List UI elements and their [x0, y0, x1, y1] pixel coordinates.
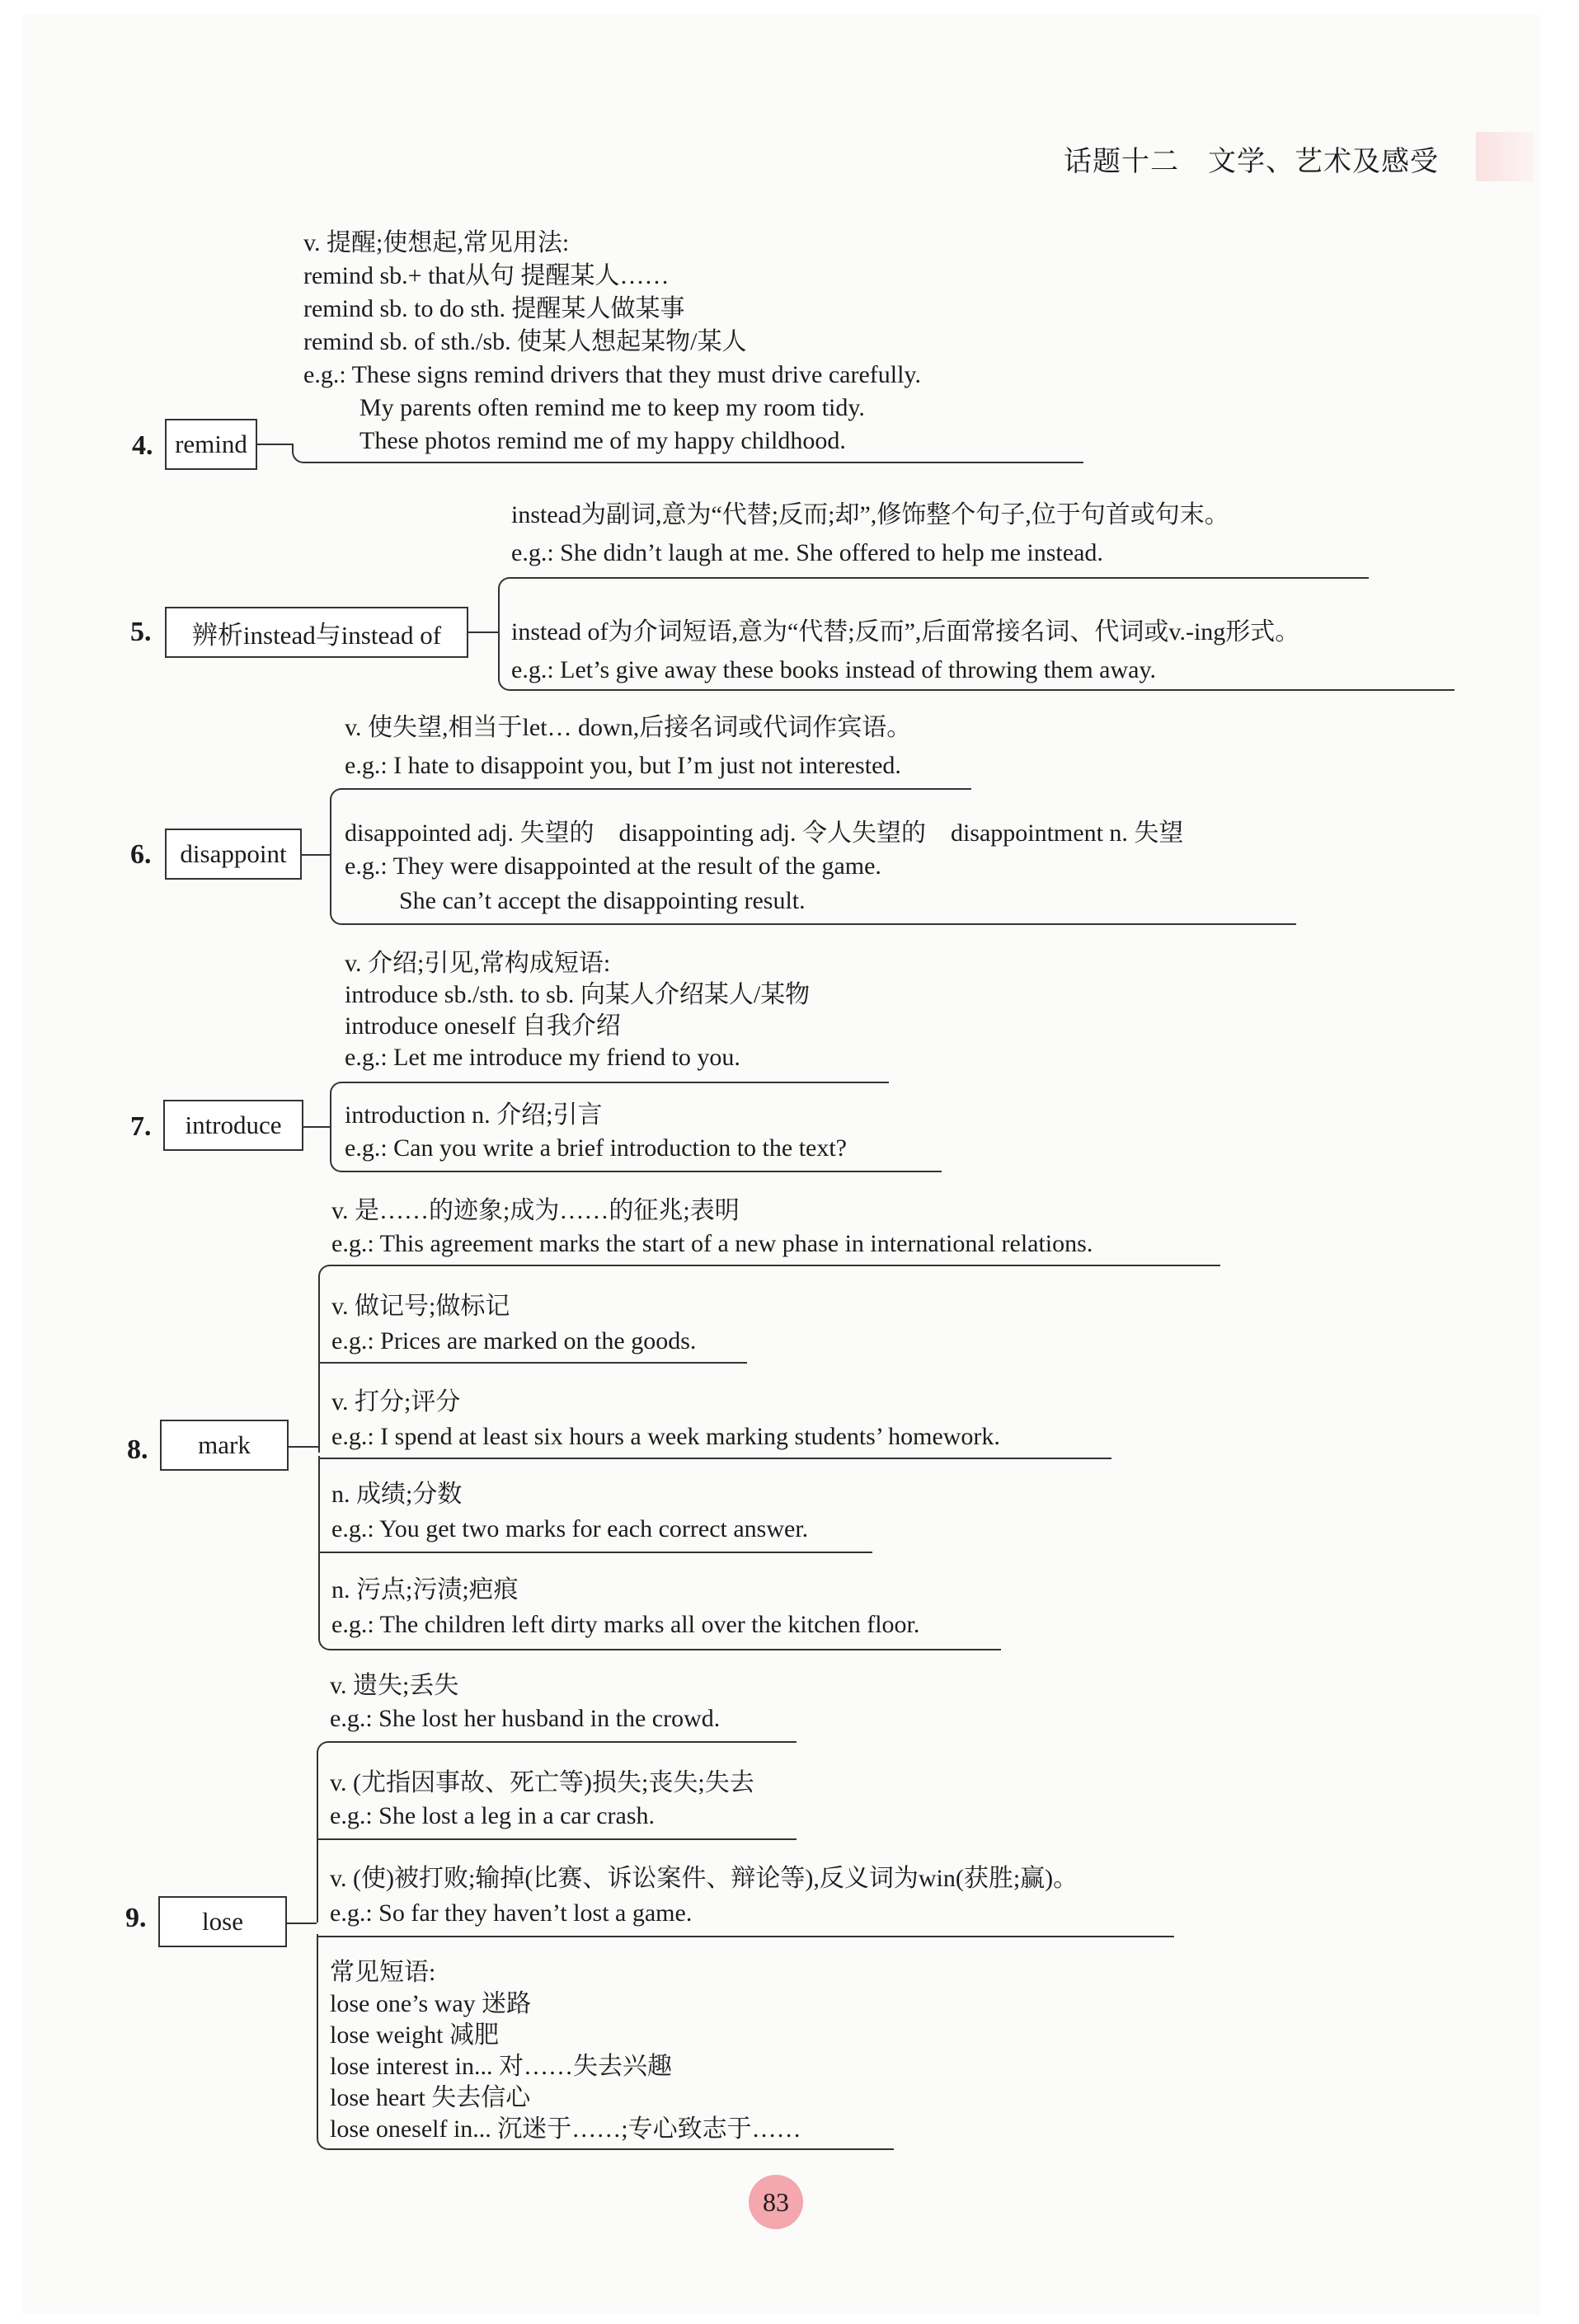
remind-line-4: remind sb. of sth./sb. 使某人想起某物/某人 [303, 328, 747, 355]
remind-line-5: e.g.: These signs remind drivers that they must drive carefully. [303, 361, 921, 388]
lose-b3-line-4: lose interest in... 对……失去兴趣 [330, 2053, 672, 2080]
lose-b3-line-6: lose oneself in... 沉迷于……;专心致志于…… [330, 2115, 801, 2143]
instead-b1-line-1: instead为副词,意为“代替;反而;却”,修饰整个句子,位于句首或句末。 [511, 501, 1229, 528]
entry-number-4: 4. [132, 430, 153, 461]
entry-number-9: 9. [125, 1903, 147, 1933]
lose-b1-line-1: v. (尤指因事故、死亡等)损失;丧失;失去 [330, 1769, 754, 1796]
word-box-instead: 辨析instead与instead of [165, 607, 468, 658]
mark-b2-line-2: e.g.: I spend at least six hours a week marking students’ homework. [331, 1423, 1000, 1450]
connector [287, 1923, 317, 1924]
introduce-b1-line-2: introduce sb./sth. to sb. 向某人介绍某人/某物 [345, 981, 811, 1008]
lose-b0-line-1: v. 遗失;丢失 [330, 1672, 459, 1699]
bracket-disappoint-top [330, 788, 346, 854]
disappoint-b2-line-2: e.g.: They were disappointed at the result of the game. [345, 852, 881, 880]
introduce-b2-line-1: introduction n. 介绍;引言 [345, 1101, 603, 1129]
entry-number-7: 7. [130, 1111, 152, 1142]
mark-b4-line-2: e.g.: The children left dirty marks all over the kitchen floor. [331, 1611, 920, 1638]
mark-b1-line-1: v. 做记号;做标记 [331, 1293, 510, 1320]
underline-remind [292, 444, 1083, 463]
remind-line-7: These photos remind me of my happy childhood. [360, 427, 846, 454]
mark-b3-line-2: e.g.: You get two marks for each correct answer. [331, 1515, 809, 1542]
mark-b3-line-1: n. 成绩;分数 [331, 1481, 463, 1508]
lose-b3-line-3: lose weight 减肥 [330, 2021, 499, 2049]
introduce-b1-line-3: introduce oneself 自我介绍 [345, 1012, 621, 1040]
bracket-mark-bottom [318, 1456, 1001, 1650]
disappoint-b2-line-3: She can’t accept the disappointing result. [399, 887, 806, 914]
underline-disappoint-1 [345, 788, 971, 790]
bracket-lose-top [317, 1741, 797, 1923]
disappoint-b2-line-1: disappointed adj. 失望的 disappointing adj. 令人失望的 disappointment n. 失望 [345, 819, 1184, 847]
bracket-introduce-top [330, 1082, 346, 1126]
lose-b3-line-5: lose heart 失去信心 [330, 2084, 531, 2111]
page-number: 83 [749, 2175, 803, 2229]
word-box-mark: mark [160, 1420, 289, 1471]
entry-number-8: 8. [127, 1434, 148, 1465]
mark-b4-line-1: n. 污点;污渍;疤痕 [331, 1576, 519, 1603]
word-box-remind: remind [165, 419, 257, 470]
connector [289, 1446, 318, 1448]
disappoint-b1-line-2: e.g.: I hate to disappoint you, but I’m just not interested. [345, 752, 901, 779]
lose-b3-line-2: lose one’s way 迷路 [330, 1990, 532, 2017]
mark-b2-line-1: v. 打分;评分 [331, 1388, 461, 1416]
introduce-b1-line-1: v. 介绍;引见,常构成短语: [345, 950, 611, 977]
header-band [1476, 132, 1534, 181]
word-box-lose: lose [158, 1896, 287, 1947]
introduce-b1-line-4: e.g.: Let me introduce my friend to you. [345, 1044, 740, 1071]
disappoint-b1-line-1: v. 使失望,相当于let… down,后接名词或代词作宾语。 [345, 714, 912, 741]
underline-lose-1 [317, 1838, 797, 1840]
underline-introduce-1 [345, 1082, 889, 1083]
mark-b0-line-1: v. 是……的迹象;成为……的征兆;表明 [331, 1197, 740, 1224]
bracket-lose-bottom [317, 1934, 894, 2150]
underline-instead-1 [511, 577, 1369, 579]
mark-b1-line-2: e.g.: Prices are marked on the goods. [331, 1327, 697, 1354]
instead-b1-line-2: e.g.: She didn’t laugh at me. She offered to help me instead. [511, 539, 1103, 566]
remind-line-3: remind sb. to do sth. 提醒某人做某事 [303, 295, 685, 322]
instead-b2-line-1: instead of为介词短语,意为“代替;反而”,后面常接名词、代词或v.-ing形式。 [511, 618, 1300, 646]
lose-b1-line-2: e.g.: She lost a leg in a car crash. [330, 1802, 656, 1829]
connector [257, 444, 294, 445]
introduce-b2-line-2: e.g.: Can you write a brief introduction to the text? [345, 1134, 847, 1162]
connector [302, 854, 331, 856]
entry-number-6: 6. [130, 839, 152, 870]
lose-b2-line-1: v. (使)被打败;输掉(比赛、诉讼案件、辩论等),反义词为win(获胜;赢)。 [330, 1865, 1079, 1892]
entry-number-5: 5. [130, 617, 152, 647]
remind-line-2: remind sb.+ that从句 提醒某人…… [303, 262, 670, 289]
lose-b2-line-2: e.g.: So far they haven’t lost a game. [330, 1899, 693, 1927]
instead-b2-line-2: e.g.: Let’s give away these books instead of throwing them away. [511, 656, 1157, 683]
connector [303, 1126, 331, 1128]
remind-line-1: v. 提醒;使想起,常见用法: [303, 229, 570, 256]
word-box-disappoint: disappoint [165, 829, 302, 880]
word-box-introduce: introduce [163, 1100, 303, 1151]
page-header: 话题十二 文学、艺术及感受 [1064, 147, 1439, 177]
lose-b3-line-1: 常见短语: [330, 1959, 436, 1986]
lose-b0-line-2: e.g.: She lost her husband in the crowd. [330, 1705, 721, 1732]
remind-line-6: My parents often remind me to keep my room tidy. [360, 394, 865, 421]
mark-b0-line-2: e.g.: This agreement marks the start of a new phase in international relations. [331, 1230, 1093, 1257]
connector [468, 631, 500, 633]
underline-mark-1 [318, 1362, 747, 1364]
